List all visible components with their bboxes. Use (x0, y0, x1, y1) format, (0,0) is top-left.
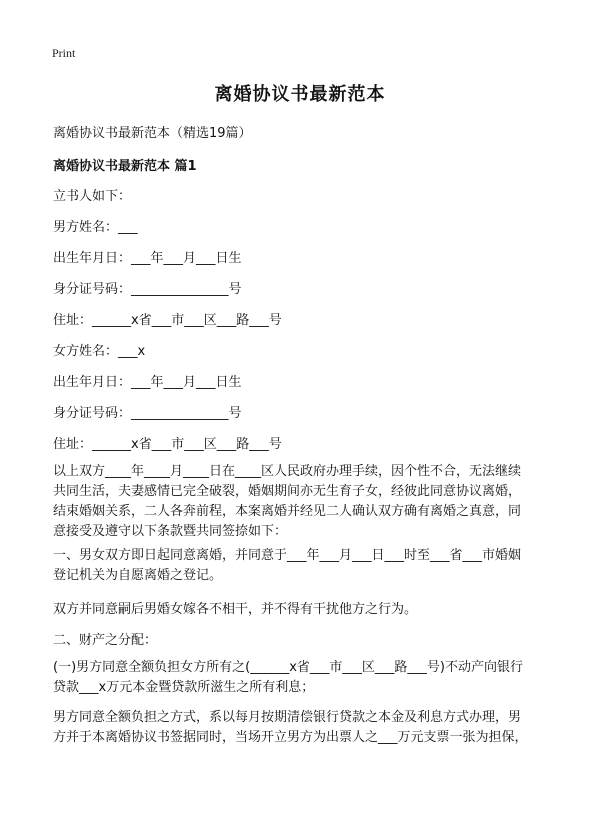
wife-id-line: 身分证号码：_______________号 (53, 406, 242, 421)
section-heading: 离婚协议书最新范本 篇1 (53, 159, 197, 174)
paragraph-line: 贷款___x万元本金暨贷款所滋生之所有利息； (53, 680, 315, 695)
paragraph-line: 一、男女双方即日起同意离婚，并同意于___年___月___日___时至___省___市婚姻 (53, 548, 522, 563)
print-label[interactable]: Print (52, 46, 76, 60)
paragraph-line: 男方同意全额负担之方式，系以每月按期清偿银行贷款之本金及利息方式办理，男 (53, 710, 522, 725)
paragraph-line: 方并于本离婚协议书签据同时，当场开立男方为出票人之___万元支票一张为担保， (53, 730, 528, 745)
paragraph-line: 以上双方____年____月____日在____区人民政府办理手续，因个性不合，无法继续 (53, 464, 522, 479)
paragraph-property-heading: 二、财产之分配： (53, 633, 158, 648)
paragraph-line: 意接受及遵守以下条款暨共同签捺如下： (53, 524, 288, 539)
document-title: 离婚协议书最新范本 (214, 84, 386, 105)
wife-name-line: 女方姓名：___x (53, 344, 146, 359)
husband-address-line: 住址：______x省___市___区___路___号 (53, 313, 282, 328)
wife-address-line: 住址：______x省___市___区___路___号 (53, 437, 282, 452)
intro-line: 立书人如下： (53, 189, 132, 204)
husband-birth-line: 出生年月日：___年___月___日生 (53, 251, 242, 266)
paragraph-line: 登记机关为自愿离婚之登记。 (53, 568, 223, 583)
paragraph-line: 结束婚姻关系，二人各奔前程，本案离婚并经见二人确认双方确有离婚之真意，同 (53, 504, 522, 519)
paragraph-line: 共同生活，夫妻感情已完全破裂，婚姻期间亦无生育子女，经彼此同意协议离婚， (53, 484, 522, 499)
husband-id-line: 身分证号码：_______________号 (53, 282, 242, 297)
paragraph-no-interference: 双方并同意嗣后男婚女嫁各不相干，并不得有干扰他方之行为。 (53, 602, 418, 617)
wife-birth-line: 出生年月日：___年___月___日生 (53, 375, 242, 390)
paragraph-payment (53, 708, 549, 748)
husband-name-line: 男方姓名：___ (53, 220, 138, 235)
paragraph-property-one (53, 658, 549, 698)
paragraph-line: (一)男方同意全额负担女方所有之(______x省___市___区___路___号)不动产向银行 (53, 660, 523, 675)
paragraph-agreement (53, 462, 549, 542)
document-subtitle: 离婚协议书最新范本（精选19篇） (53, 126, 252, 141)
paragraph-clause-one (53, 546, 549, 586)
